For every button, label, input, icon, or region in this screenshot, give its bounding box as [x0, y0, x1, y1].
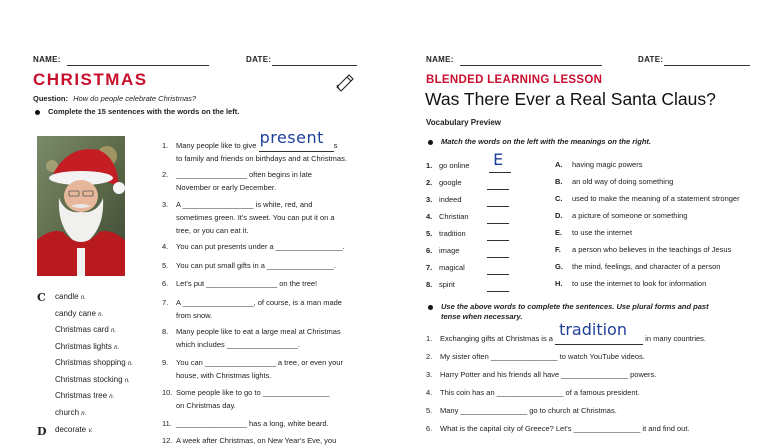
word-letter-c: C [37, 291, 46, 304]
sentence-1: 1. Many people like to give present s to family and friends on birthdays and at Christmas. [162, 128, 347, 163]
sentence-9: 9. You can _________________ a tree, or even your house, with Christmas lights. [162, 358, 343, 380]
answer-line-1[interactable] [259, 128, 334, 152]
meaning-b: B. an old way of doing something [555, 177, 674, 186]
match-blank-3[interactable] [487, 196, 509, 207]
sentence-7: 7. A _________________, of course, is a man made from snow. [162, 298, 342, 320]
word-christmas-lights: Christmas lights n. [55, 342, 120, 351]
word-candle: candle n. [55, 292, 86, 301]
meaning-h: H. to use the internet to look for information [555, 279, 707, 288]
pencil-icon [334, 73, 356, 98]
vocab-row-4: 4. Christian [426, 210, 509, 224]
section-title: Vocabulary Preview [426, 118, 501, 127]
word-letter-d: D [37, 425, 47, 438]
meaning-c: C. used to make the meaning of a statement stronger [555, 194, 740, 203]
match-blank-5[interactable] [487, 230, 509, 241]
right-sentence-1: 1. Exchanging gifts at Christmas is a tradition in many countries. [426, 320, 707, 343]
question [33, 94, 196, 103]
sentence-5: 5. You can put small gifts in a ________________. [162, 261, 336, 270]
word-candy-cane: candy cane n. [55, 309, 104, 318]
vocab-row-5: 5. tradition [426, 227, 509, 241]
handwritten-answer-1: present [259, 128, 324, 147]
instruction-complete: Use the above words to complete the sentences. Use plural forms and past tense when necessary. [428, 302, 709, 322]
meaning-d: D. a picture of someone or something [555, 211, 688, 220]
vocab-row-2: 2. google [426, 176, 509, 190]
instruction-text: Complete the 15 sentences with the words on the left. [48, 107, 240, 116]
word-decorate: decorate v. [55, 425, 93, 434]
name-line-right [460, 56, 602, 66]
handwritten-answer-e: E [493, 150, 504, 169]
vocab-row-8: 8. spirit [426, 278, 509, 292]
bullet-icon [35, 110, 40, 115]
date-label-right: DATE: [638, 55, 664, 64]
meaning-a: A. having magic powers [555, 160, 643, 169]
right-sentence-2: 2. My sister often ________________ to watch YouTube videos. [426, 352, 645, 361]
match-blank-7[interactable] [487, 264, 509, 275]
sentence-6: 6. Let's put _________________ on the tree! [162, 279, 318, 288]
right-sentence-6: 6. What is the capital city of Greece? Let's ________________ it and find out. [426, 424, 690, 433]
lesson-label: BLENDED LEARNING LESSON [426, 74, 603, 86]
name-label-right: NAME: [426, 55, 454, 64]
right-sentence-5: 5. Many ________________ go to church at Christmas. [426, 406, 617, 415]
handwritten-answer-tradition: tradition [559, 320, 627, 339]
lesson-title: Was There Ever a Real Santa Claus? [425, 89, 716, 109]
sentence-2: 2. _________________ often begins in late November or early December. [162, 170, 312, 192]
vocab-row-7: 7. magical [426, 261, 509, 275]
word-christmas-card: Christmas card n. [55, 325, 117, 334]
word-christmas-stocking: Christmas stocking n. [55, 375, 130, 384]
sentence-4: 4. You can put presents under a ________________. [162, 242, 345, 251]
name-line [67, 56, 209, 66]
match-blank-6[interactable] [487, 247, 509, 258]
vocab-row-1: 1. go online E [426, 159, 511, 173]
date-line-right [664, 56, 750, 66]
sentence-11: 11. _________________ has a long, white beard. [162, 419, 329, 428]
bullet-icon [428, 305, 433, 310]
instruction [35, 107, 239, 116]
worksheet-title: CHRISTMAS [33, 70, 148, 89]
bullet-icon [428, 140, 433, 145]
sentence-8: 8. Many people like to eat a large meal at Christmas which includes _________________. [162, 327, 341, 349]
right-sentence-3: 3. Harry Potter and his friends all have ________________ powers. [426, 370, 657, 379]
meaning-e: E. to use the internet [555, 228, 633, 237]
vocab-row-3: 3. indeed [426, 193, 509, 207]
match-blank-2[interactable] [487, 179, 509, 190]
sentence-12: 12. A week after Christmas, on New Year's Eve, you [162, 436, 337, 445]
match-blank-8[interactable] [487, 281, 509, 292]
date-label: DATE: [246, 55, 272, 64]
sentence-10: 10. Some people like to go to ________________ on Christmas day. [162, 388, 330, 410]
sentence-3: 3. A _________________ is white, red, and sometimes green. It's sweet. You can put it on a tree, or you can eat it. [162, 200, 335, 235]
date-line [272, 56, 357, 66]
word-christmas-shopping: Christmas shopping n. [55, 358, 133, 367]
right-sentence-4: 4. This coin has an ________________ of a famous president. [426, 388, 640, 397]
question-text: How do people celebrate Christmas? [73, 94, 197, 103]
match-blank-4[interactable] [487, 213, 509, 224]
instruction-match: Match the words on the left with the meanings on the right. [428, 137, 651, 146]
santa-photo [37, 136, 125, 276]
word-christmas-tree: Christmas tree n. [55, 391, 115, 400]
answer-line-right-1[interactable] [555, 320, 643, 345]
meaning-f: F. a person who believes in the teachings of Jesus [555, 245, 732, 254]
word-church: church n. [55, 408, 87, 417]
name-label: NAME: [33, 55, 61, 64]
question-label: Question: [33, 94, 68, 103]
vocab-row-6: 6. image [426, 244, 509, 258]
meaning-g: G. the mind, feelings, and character of a person [555, 262, 721, 271]
match-blank-1[interactable] [489, 150, 511, 173]
